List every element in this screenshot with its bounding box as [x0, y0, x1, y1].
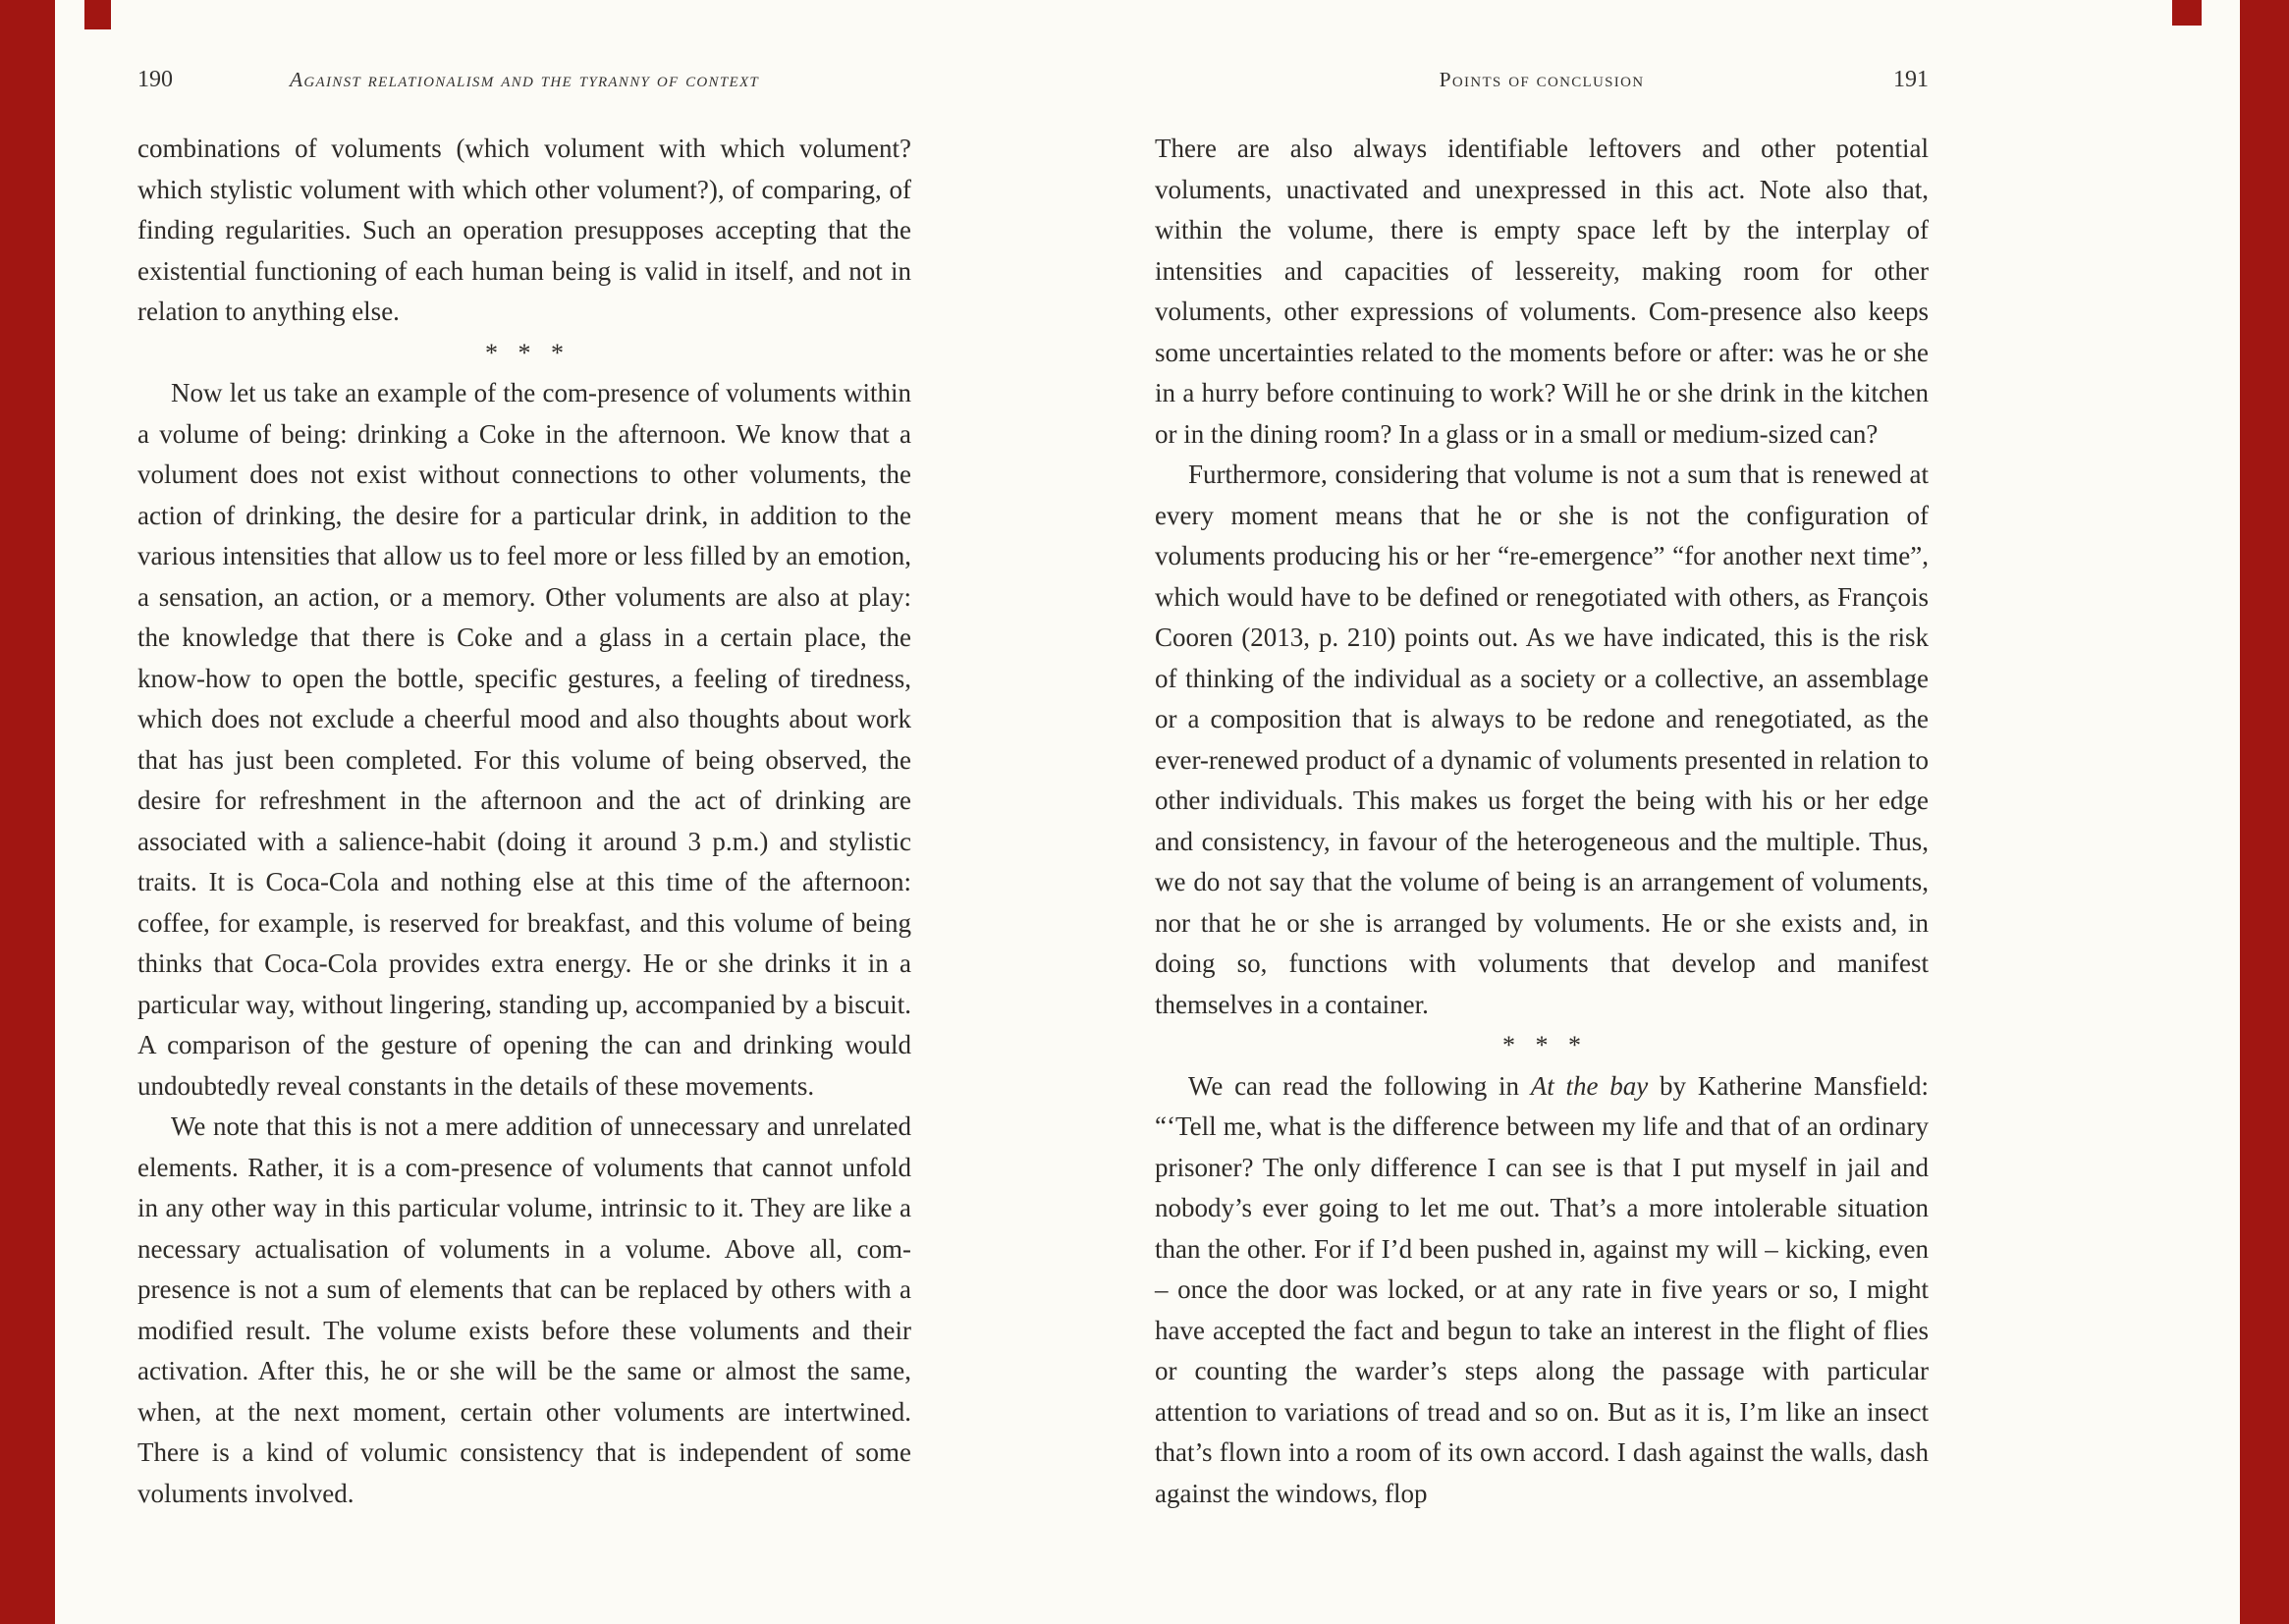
book-cover-corner-top-left	[84, 0, 111, 29]
right-page-number: 191	[1893, 67, 1929, 92]
paragraph: Furthermore, considering that volume is not a sum that is renewed at every moment means that he or she is not the configuration of voluments producing his or her “re-emergence” “for another next time”, which would have to be defined or renegotiated with others, as François Cooren (2013, p. 210) points out. As we have indicated, this is the risk of thinking of the individual as a society or a collective, an assemblage or a composition that is always to be redone and renegotiated, as the ever-renewed product of a dynamic of voluments presented in relation to other individuals. This makes us forget the being with his or her edge and consistency, in favour of the heterogeneous and the multiple. Thus, we do not say that the volume of being is an arrangement of voluments, nor that he or she is arranged by voluments. He or she exists and, in doing so, functions with voluments that develop and manifest themselves in a container.	[1155, 460, 1929, 1019]
paragraph-text: by Katherine Mansfield: “‘Tell me, what is the difference between my life and that of an ordinary prisoner? The only difference I can see is that I put myself in jail and nobody’s ever going to let me out. That’s a more intolerable situation than the other. For if I’d been pushed in, against my will – kicking, even – once the door was locked, or at any rate in five years or so, I might have accepted the fact and begun to take an interest in the flight of flies or counting the warder’s steps along the passage with particular attention to variations of tread and so on. But as it is, I’m like an insect that’s flown into a room of its own accord. I dash against the walls, dash against the windows, flop	[1155, 1070, 1930, 1508]
section-separator: * * *	[485, 338, 571, 367]
right-running-title: Points of conclusion	[1439, 68, 1645, 91]
paragraph: We note that this is not a mere addition of unnecessary and unrelated elements. Rather, it is a com-presence of voluments that cannot unfold in any other way in this particular volume, intrinsic to it. They are like a necessary actualisation of voluments in a volume. Above all, com-presence is not a sum of elements that can be replaced by others with a modified result. The volume exists before these voluments and their activation. After this, he or she will be the same or almost the same, when, at the next moment, certain other voluments are intertwined. There is a kind of volumic consistency that is independent of some voluments involved.	[137, 1111, 911, 1508]
left-page-body	[137, 129, 911, 1514]
section-separator: * * *	[1502, 1031, 1588, 1059]
paragraph: There are also always identifiable leftovers and other potential voluments, unactivated and unexpressed in this act. Note also that, within the volume, there is empty space left by the interplay of intensities and capacities of lessereity, making room for other voluments, other expressions of voluments. Com-presence also keeps some uncertainties related to the moments before or after: was he or she in a hurry before continuing to work? Will he or she drink in the kitchen or in the dining room? In a glass or in a small or medium-sized can?	[1155, 134, 1929, 449]
left-page	[137, 0, 911, 1624]
left-running-title: Against relationalism and the tyranny of context	[289, 68, 760, 91]
right-page-header	[1155, 63, 1929, 96]
right-page-body	[1155, 129, 1929, 1514]
paragraph-text: We can read the following in	[1188, 1070, 1531, 1101]
paragraph: combinations of voluments (which volument with which volument? which stylistic volument with which other volument?), of comparing, of finding regularities. Such an operation presupposes accepting that the existential functioning of each human being is valid in itself, and not in relation to anything else.	[137, 134, 911, 326]
left-page-header	[137, 63, 911, 96]
book-title-italic: At the bay	[1530, 1070, 1649, 1101]
paragraph: Now let us take an example of the com-presence of voluments within a volume of being: drinking a Coke in the afternoon. We know that a volument does not exist without connections to other voluments, the action of drinking, the desire for a particular drink, in addition to the various intensities that allow us to feel more or less filled by an emotion, a sensation, an action, or a memory. Other voluments are also at play: the knowledge that there is Coke and a glass in a certain place, the know-how to open the bottle, specific gestures, a feeling of tiredness, which does not exclude a cheerful mood and also thoughts about work that has just been completed. For this volume of being observed, the desire for refreshment in the afternoon and the act of drinking are associated with a salience-habit (doing it around 3 p.m.) and stylistic traits. It is Coca-Cola and nothing else at this time of the afternoon: coffee, for example, is reserved for breakfast, and this volume of being thinks that Coca-Cola provides extra energy. He or she drinks it in a particular way, without lingering, standing up, accompanied by a biscuit. A comparison of the gesture of opening the can and drinking would undoubtedly reveal constants in the details of these movements.	[137, 378, 911, 1101]
right-page	[1155, 0, 1929, 1624]
book-cover-corner-top-right	[2172, 0, 2202, 26]
book-cover-edge-left	[0, 0, 55, 1624]
book-cover-edge-right	[2240, 0, 2289, 1624]
paragraph	[1155, 1066, 1929, 1515]
left-page-number: 190	[137, 67, 173, 92]
